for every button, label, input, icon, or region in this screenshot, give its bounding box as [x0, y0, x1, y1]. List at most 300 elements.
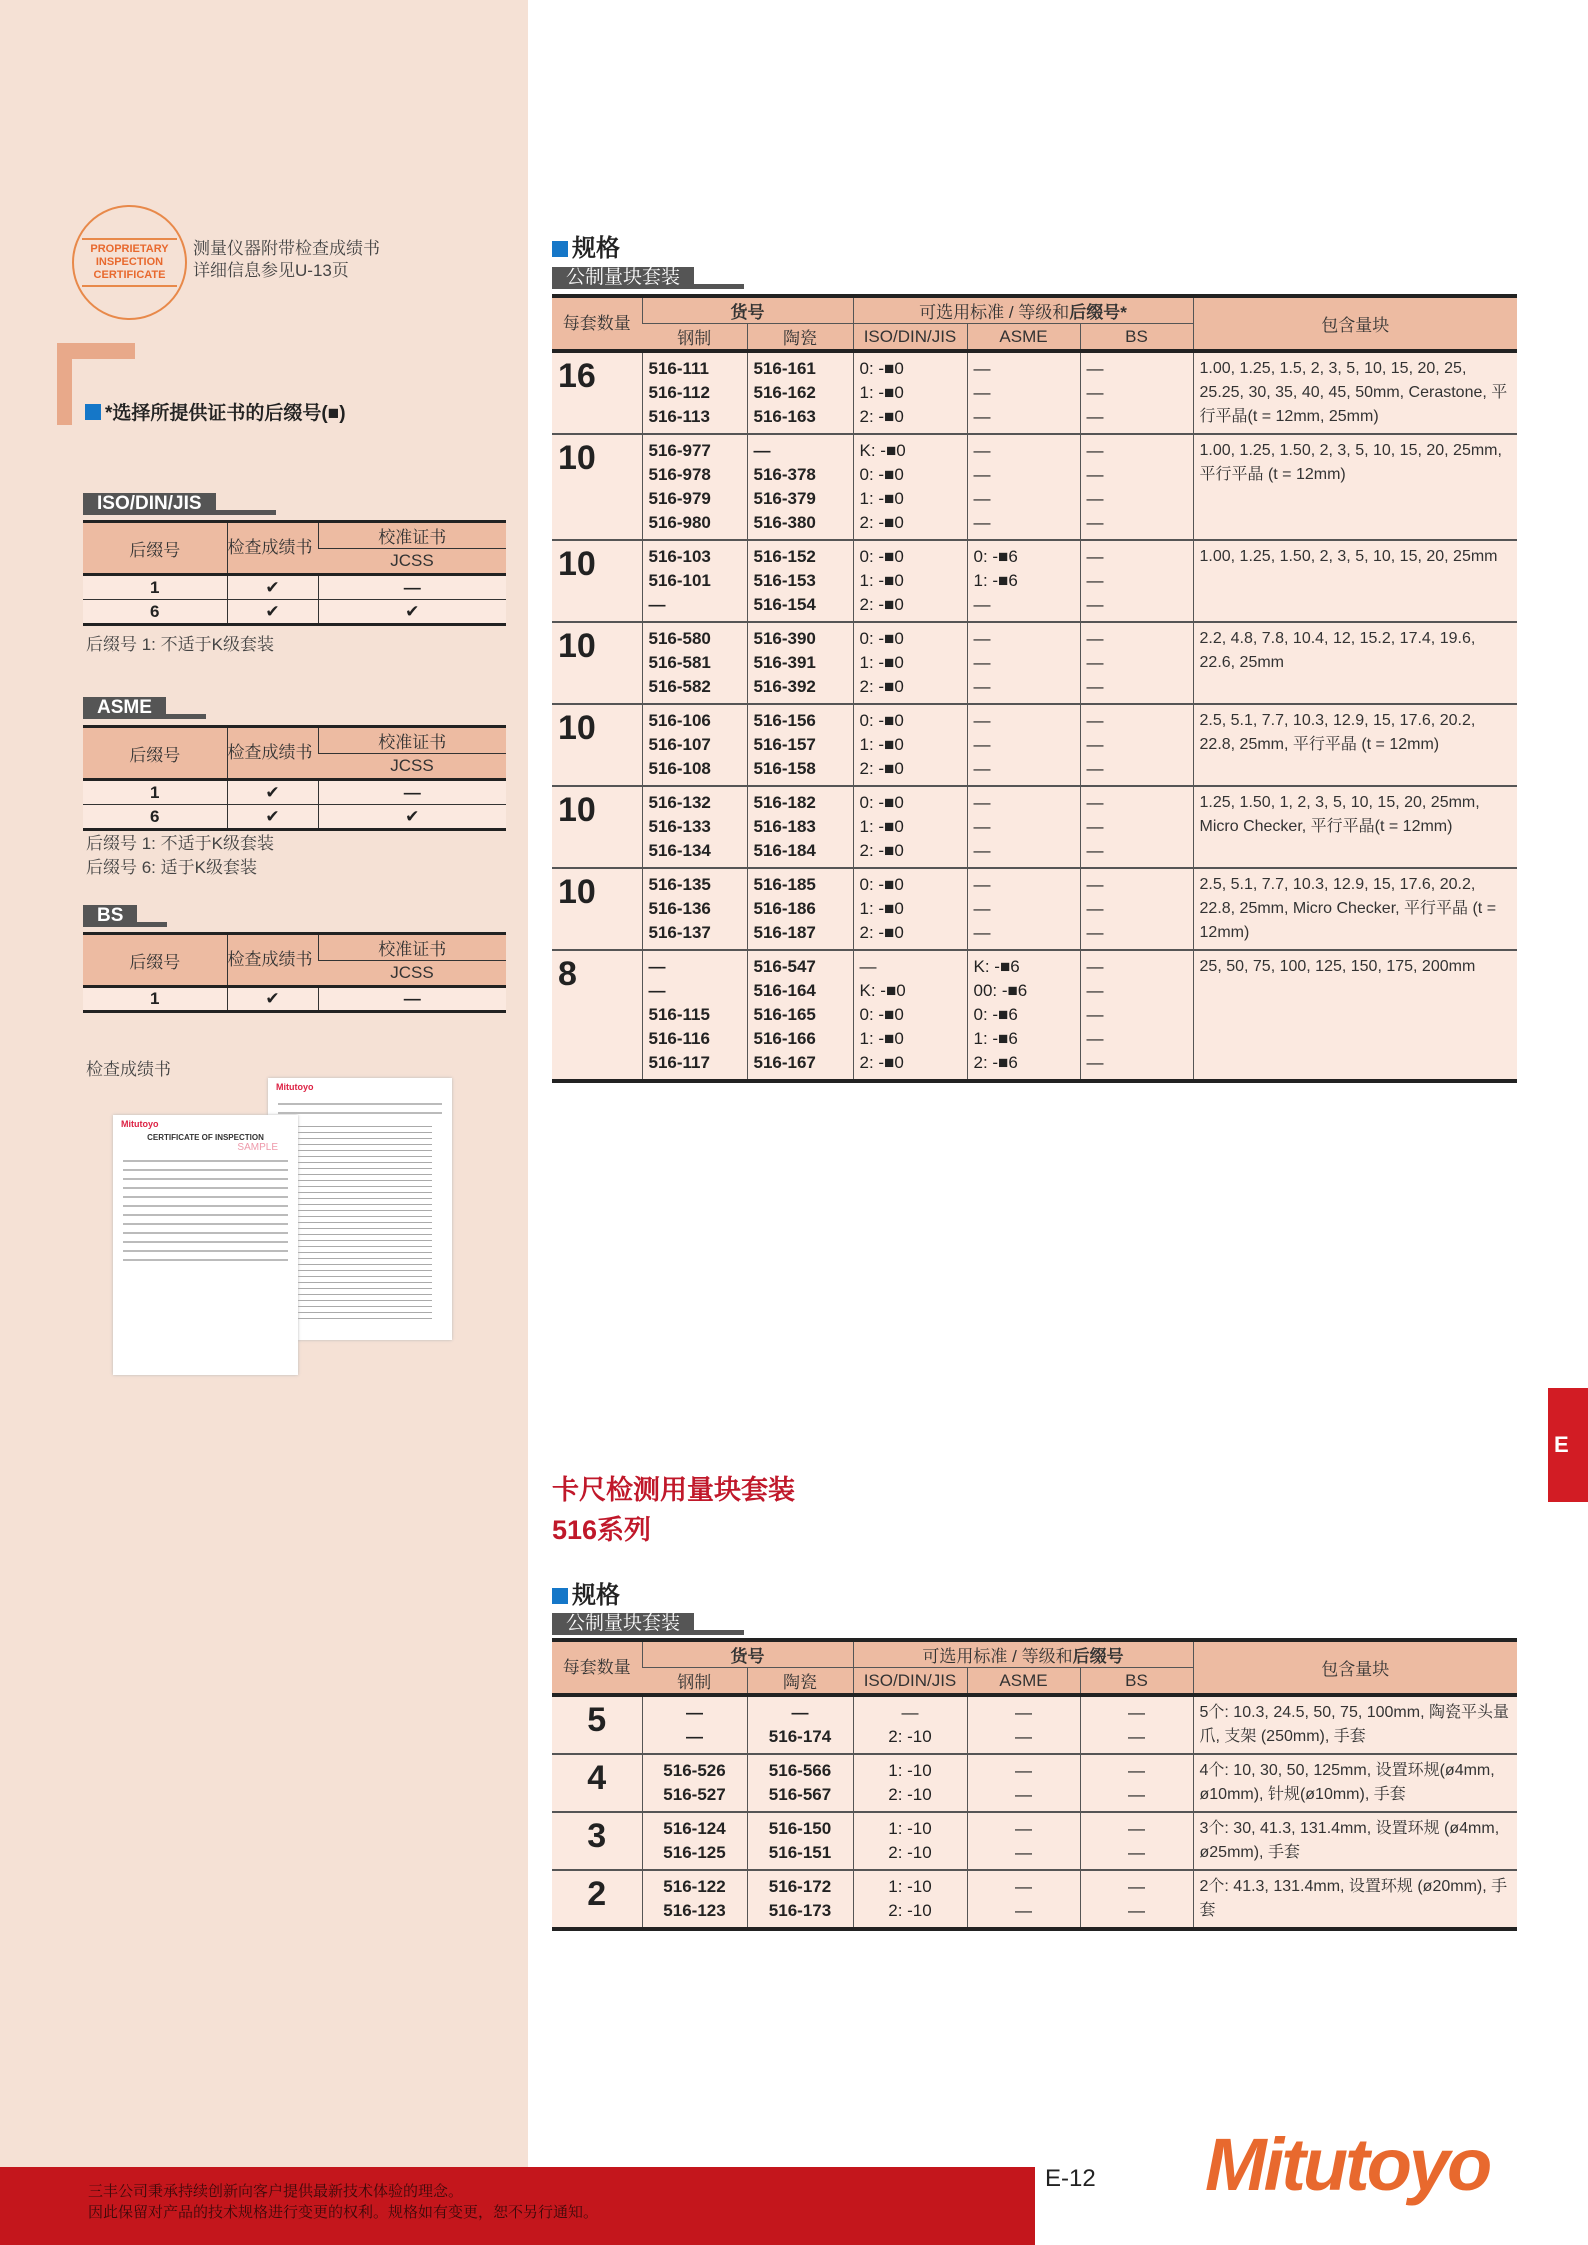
ceramic-value: 516-162 [753, 383, 816, 402]
ceramic-value: 516-166 [753, 1029, 816, 1048]
asme-cell [967, 704, 1080, 786]
asme-value: — [973, 899, 991, 918]
iso-cell [853, 1754, 967, 1812]
iso-value: 0: -■0 [859, 465, 904, 484]
jcss-mark: ✔ [318, 600, 506, 625]
bs-cell [1080, 622, 1193, 704]
bs-value: — [1128, 1843, 1145, 1862]
header-suffix: 后缀号 [83, 727, 227, 780]
asme-value: — [973, 677, 991, 696]
seal-text: PROPRIETARY [90, 243, 169, 255]
steel-cell [642, 1812, 747, 1870]
steel-value: 516-117 [648, 1053, 710, 1072]
iso-value: 2: -■0 [859, 841, 904, 860]
iso-cell [853, 1870, 967, 1929]
suffix-table-iso [83, 520, 506, 626]
asme-value: 1: -■6 [973, 571, 1018, 590]
bs-value: — [1086, 899, 1104, 918]
included-blocks: 2.5, 5.1, 7.7, 10.3, 12.9, 15, 17.6, 20.2, 22.8, 25mm, 平行平晶 (t = 12mm) [1193, 704, 1517, 786]
table-row [83, 805, 506, 830]
ceramic-value: 516-566 [768, 1761, 832, 1780]
set-quantity: 10 [552, 434, 642, 540]
header-calibration: 校准证书 [318, 522, 506, 549]
section-tag: 公制量块套装 [552, 267, 694, 289]
bs-cell [1080, 351, 1193, 434]
ceramic-cell [747, 622, 853, 704]
header-asme: ASME [967, 324, 1080, 352]
certificate-title: CERTIFICATE OF INSPECTION [147, 1133, 264, 1142]
ceramic-value: 516-173 [768, 1901, 832, 1920]
ceramic-value: 516-152 [753, 547, 816, 566]
header-suffix-text: 后缀号 [1072, 1647, 1124, 1666]
header-standard-text: 可选用标准 / 等级和 [922, 1647, 1073, 1666]
asme-value: 0: -■6 [973, 1005, 1018, 1024]
ceramic-value: 516-157 [753, 735, 816, 754]
iso-value: 1: -■0 [859, 489, 904, 508]
included-blocks: 2个: 41.3, 131.4mm, 设置环规 (ø20mm), 手套 [1193, 1870, 1517, 1929]
bs-value: — [1128, 1761, 1145, 1780]
set-quantity: 10 [552, 540, 642, 622]
iso-cell [853, 351, 967, 434]
iso-cell [853, 786, 967, 868]
bs-value: — [1086, 595, 1104, 614]
steel-value: 516-980 [648, 513, 711, 532]
header-iso: ISO/DIN/JIS [853, 1668, 967, 1696]
asme-cell [967, 351, 1080, 434]
suffix-note: 后缀号 1: 不适于K级套装 [86, 834, 274, 853]
iso-value: 1: -■0 [859, 571, 904, 590]
steel-cell [642, 950, 747, 1081]
bs-cell [1080, 434, 1193, 540]
steel-value: 516-116 [648, 1029, 710, 1048]
iso-value: 2: -■0 [859, 513, 904, 532]
header-jcss: JCSS [318, 549, 506, 575]
table-row [83, 600, 506, 625]
ceramic-cell [747, 786, 853, 868]
iso-value: 1: -■0 [859, 383, 904, 402]
suffix-value: 1 [83, 780, 227, 805]
seal-text: INSPECTION [95, 256, 164, 268]
page-number: E-12 [1045, 2165, 1096, 2192]
bs-value: — [1086, 957, 1104, 976]
ceramic-cell [747, 1870, 853, 1929]
steel-cell [642, 1695, 747, 1754]
suffix-table-bs [83, 932, 506, 1013]
table-row [552, 868, 1517, 950]
included-blocks: 1.00, 1.25, 1.50, 2, 3, 5, 10, 15, 20, 25mm [1193, 540, 1517, 622]
seal-caption-line: 测量仪器附带检查成绩书 [193, 239, 380, 258]
iso-value: K: -■0 [859, 981, 906, 1000]
asme-value: — [973, 441, 991, 460]
bs-value: — [1086, 923, 1104, 942]
bs-value: — [1086, 359, 1104, 378]
steel-value: 516-132 [648, 793, 711, 812]
ceramic-value: 516-187 [753, 923, 816, 942]
bs-value: — [1128, 1785, 1145, 1804]
steel-cell [642, 434, 747, 540]
iso-value: 2: -■0 [859, 595, 904, 614]
ceramic-cell [747, 540, 853, 622]
iso-value: — [901, 1703, 919, 1722]
iso-value: 1: -■0 [859, 653, 904, 672]
ceramic-cell [747, 868, 853, 950]
spec-heading [552, 228, 620, 263]
inspection-mark: ✔ [227, 780, 318, 805]
steel-value: 516-526 [663, 1761, 726, 1780]
ceramic-cell [747, 1812, 853, 1870]
included-blocks: 1.00, 1.25, 1.50, 2, 3, 5, 10, 15, 20, 25mm,平行平晶 (t = 12mm) [1193, 434, 1517, 540]
section-tag: 公制量块套装 [552, 1613, 694, 1635]
bs-value: — [1086, 711, 1104, 730]
asme-value: — [973, 629, 991, 648]
iso-cell [853, 704, 967, 786]
section-tab-e[interactable]: E [1548, 1388, 1588, 1502]
steel-value: 516-581 [648, 653, 711, 672]
bs-value: — [1128, 1877, 1145, 1896]
jcss-mark: — [318, 575, 506, 600]
set-quantity: 10 [552, 786, 642, 868]
spec-table-metric-gauge-blocks [552, 294, 1517, 1083]
bs-cell [1080, 1695, 1193, 1754]
asme-value: — [973, 653, 991, 672]
iso-value: 2: -■0 [859, 407, 904, 426]
steel-cell [642, 540, 747, 622]
asme-value: — [1015, 1901, 1032, 1920]
ceramic-cell [747, 434, 853, 540]
header-calibration: 校准证书 [318, 934, 506, 961]
ceramic-cell [747, 1754, 853, 1812]
jcss-mark: ✔ [318, 805, 506, 830]
iso-value: 2: -■0 [859, 923, 904, 942]
inspection-mark: ✔ [227, 575, 318, 600]
asme-value: 00: -■6 [973, 981, 1028, 1000]
ceramic-value: 516-185 [753, 875, 816, 894]
steel-value: 516-101 [648, 571, 711, 590]
header-inspection: 检查成绩书 [227, 522, 318, 575]
certificate-label: 检查成绩书 [86, 1060, 171, 1079]
certificate-brand: Mitutoyo [121, 1119, 159, 1129]
certificate-sample-page-1 [113, 1115, 298, 1375]
bs-cell [1080, 950, 1193, 1081]
iso-value: 0: -■0 [859, 547, 904, 566]
ceramic-value: 516-165 [753, 1005, 816, 1024]
header-suffix: 后缀号 [83, 934, 227, 987]
bs-value: — [1128, 1819, 1145, 1838]
steel-value: 516-115 [648, 1005, 710, 1024]
set-quantity: 10 [552, 622, 642, 704]
ceramic-value: 516-167 [753, 1053, 816, 1072]
ceramic-value: 516-151 [768, 1843, 832, 1862]
bs-cell [1080, 1812, 1193, 1870]
steel-value: 516-580 [648, 629, 711, 648]
seal-caption-line: 详细信息参见U-13页 [193, 261, 349, 280]
steel-value: 516-108 [648, 759, 711, 778]
bs-cell [1080, 1870, 1193, 1929]
header-steel: 钢制 [642, 324, 747, 352]
asme-value: — [973, 817, 991, 836]
bs-cell [1080, 1754, 1193, 1812]
steel-value: 516-978 [648, 465, 711, 484]
ceramic-value: 516-184 [753, 841, 816, 860]
iso-value: 1: -10 [888, 1761, 932, 1780]
ceramic-value: — [753, 441, 771, 460]
header-qty: 每套数量 [552, 296, 642, 351]
iso-value: 0: -■0 [859, 711, 904, 730]
suffix-value: 6 [83, 805, 227, 830]
jcss-mark: — [318, 780, 506, 805]
table-row [552, 1754, 1517, 1812]
steel-value: 516-107 [648, 735, 711, 754]
bs-value: — [1086, 735, 1104, 754]
bs-value: — [1086, 489, 1104, 508]
bs-value: — [1086, 571, 1104, 590]
inspection-certificate-seal [72, 205, 187, 320]
ceramic-value: 516-172 [768, 1877, 832, 1896]
table-row [552, 950, 1517, 1081]
asme-cell [967, 950, 1080, 1081]
iso-cell [853, 1695, 967, 1754]
asme-cell [967, 622, 1080, 704]
iso-value: 2: -10 [888, 1843, 932, 1862]
asme-value: — [1015, 1877, 1032, 1896]
asme-value: — [973, 513, 991, 532]
asme-value: — [1015, 1843, 1032, 1862]
iso-value: 0: -■0 [859, 793, 904, 812]
ceramic-value: 516-391 [753, 653, 816, 672]
asme-value: — [973, 359, 991, 378]
iso-value: 2: -10 [888, 1785, 932, 1804]
spec-table-caliper-check-sets [552, 1638, 1517, 1931]
steel-value: — [648, 957, 666, 976]
asme-value: — [973, 875, 991, 894]
asme-value: — [1015, 1727, 1032, 1746]
ceramic-value: 516-154 [753, 595, 816, 614]
iso-value: 0: -■0 [859, 359, 904, 378]
header-order-no: 货号 [642, 296, 853, 324]
ceramic-cell [747, 704, 853, 786]
steel-value: 516-123 [663, 1901, 726, 1920]
asme-cell [967, 1812, 1080, 1870]
set-quantity: 5 [552, 1695, 642, 1754]
bs-value: — [1086, 465, 1104, 484]
table-row [552, 351, 1517, 434]
iso-value: 1: -■0 [859, 899, 904, 918]
ceramic-value: 516-186 [753, 899, 816, 918]
product-title-text: 卡尺检测用量块套装 [552, 1475, 795, 1505]
iso-value: 2: -■0 [859, 677, 904, 696]
steel-value: 516-125 [663, 1843, 726, 1862]
inspection-mark: ✔ [227, 987, 318, 1012]
spec-heading-text: 规格 [572, 1582, 620, 1609]
steel-value: 516-122 [663, 1877, 726, 1896]
ceramic-value: 516-150 [768, 1819, 832, 1838]
bs-value: — [1086, 1029, 1104, 1048]
header-inspection: 检查成绩书 [227, 934, 318, 987]
asme-value: — [1015, 1819, 1032, 1838]
header-standard-text: 可选用标准 / 等级和 [919, 303, 1070, 322]
table-row [552, 1695, 1517, 1754]
bs-cell [1080, 868, 1193, 950]
asme-value: 0: -■6 [973, 547, 1018, 566]
steel-value: 516-977 [648, 441, 711, 460]
bs-cell [1080, 540, 1193, 622]
steel-value: — [686, 1703, 703, 1722]
ceramic-value: 516-378 [753, 465, 816, 484]
iso-cell [853, 540, 967, 622]
bs-value: — [1086, 981, 1104, 1000]
steel-value: 516-133 [648, 817, 711, 836]
header-blocks: 包含量块 [1193, 296, 1517, 351]
ceramic-value: 516-380 [753, 513, 816, 532]
steel-value: 516-136 [648, 899, 711, 918]
iso-value: 2: -■0 [859, 759, 904, 778]
bs-value: — [1086, 383, 1104, 402]
bs-value: — [1086, 875, 1104, 894]
table-row [552, 622, 1517, 704]
steel-cell [642, 868, 747, 950]
iso-value: 2: -10 [888, 1727, 932, 1746]
ceramic-value: 516-153 [753, 571, 816, 590]
suffix-heading [85, 398, 346, 425]
header-inspection: 检查成绩书 [227, 727, 318, 780]
included-blocks: 5个: 10.3, 24.5, 50, 75, 100mm, 陶瓷平头量爪, 支架 (250mm), 手套 [1193, 1695, 1517, 1754]
iso-value: — [859, 957, 877, 976]
ceramic-value: 516-163 [753, 407, 816, 426]
iso-value: 0: -■0 [859, 629, 904, 648]
set-quantity: 8 [552, 950, 642, 1081]
header-standard [853, 296, 1193, 324]
steel-cell [642, 786, 747, 868]
bs-value: — [1086, 441, 1104, 460]
steel-value: 516-111 [648, 359, 710, 378]
bs-value: — [1086, 513, 1104, 532]
blue-square-icon [552, 1588, 568, 1604]
steel-cell [642, 1754, 747, 1812]
header-order-no: 货号 [642, 1640, 853, 1668]
header-standard [853, 1640, 1193, 1668]
table-row [552, 704, 1517, 786]
iso-value: 2: -10 [888, 1901, 932, 1920]
ceramic-value: 516-567 [768, 1785, 832, 1804]
asme-value: — [1015, 1703, 1032, 1722]
set-quantity: 3 [552, 1812, 642, 1870]
included-blocks: 1.00, 1.25, 1.5, 2, 3, 5, 10, 15, 20, 25, 25.25, 30, 35, 40, 45, 50mm, Cerastone, 平行平晶(t = 12mm, 25mm) [1193, 351, 1517, 434]
header-jcss: JCSS [318, 754, 506, 780]
included-blocks: 2.5, 5.1, 7.7, 10.3, 12.9, 15, 17.6, 20.2, 22.8, 25mm, Micro Checker, 平行平晶 (t = 12mm) [1193, 868, 1517, 950]
iso-value: 0: -■0 [859, 1005, 904, 1024]
steel-cell [642, 351, 747, 434]
suffix-value: 1 [83, 575, 227, 600]
asme-value: — [973, 735, 991, 754]
asme-value: — [973, 465, 991, 484]
asme-value: 1: -■6 [973, 1029, 1018, 1048]
table-row [552, 1870, 1517, 1929]
bs-value: — [1086, 629, 1104, 648]
bs-value: — [1086, 759, 1104, 778]
footer-disclaimer [0, 2167, 1035, 2245]
ceramic-value: 516-161 [753, 359, 816, 378]
asme-value: — [973, 759, 991, 778]
steel-value: 516-113 [648, 407, 710, 426]
set-quantity: 4 [552, 1754, 642, 1812]
asme-value: — [973, 489, 991, 508]
steel-value: 516-137 [648, 923, 711, 942]
ceramic-value: 516-182 [753, 793, 816, 812]
steel-value: 516-134 [648, 841, 711, 860]
iso-cell [853, 622, 967, 704]
set-quantity: 10 [552, 704, 642, 786]
blue-square-icon [552, 241, 568, 257]
header-bs: BS [1080, 1668, 1193, 1696]
steel-value: 516-106 [648, 711, 711, 730]
steel-value: 516-135 [648, 875, 711, 894]
asme-value: — [973, 407, 991, 426]
bs-value: — [1086, 1053, 1104, 1072]
steel-value: 516-979 [648, 489, 711, 508]
header-iso: ISO/DIN/JIS [853, 324, 967, 352]
ceramic-cell [747, 1695, 853, 1754]
product-title [552, 1470, 795, 1550]
ceramic-value: 516-156 [753, 711, 816, 730]
bs-value: — [1086, 547, 1104, 566]
header-suffix: 后缀号 [83, 522, 227, 575]
table-row [83, 780, 506, 805]
included-blocks: 3个: 30, 41.3, 131.4mm, 设置环规 (ø4mm, ø25mm), 手套 [1193, 1812, 1517, 1870]
iso-cell [853, 1812, 967, 1870]
table-row [83, 987, 506, 1012]
header-jcss: JCSS [318, 961, 506, 987]
header-calibration: 校准证书 [318, 727, 506, 754]
set-quantity: 10 [552, 868, 642, 950]
steel-value: — [648, 595, 666, 614]
iso-cell [853, 434, 967, 540]
suffix-note: 后缀号 6: 适于K级套装 [86, 858, 257, 877]
asme-value: — [973, 923, 991, 942]
included-blocks: 25, 50, 75, 100, 125, 150, 175, 200mm [1193, 950, 1517, 1081]
jcss-mark: — [318, 987, 506, 1012]
included-blocks: 4个: 10, 30, 50, 125mm, 设置环规(ø4mm, ø10mm), 针规(ø10mm), 手套 [1193, 1754, 1517, 1812]
bs-value: — [1128, 1727, 1145, 1746]
asme-value: — [973, 711, 991, 730]
steel-value: 516-582 [648, 677, 711, 696]
suffix-note: 后缀号 1: 不适于K级套装 [86, 635, 274, 654]
ceramic-value: 516-158 [753, 759, 816, 778]
iso-value: 1: -■0 [859, 817, 904, 836]
asme-value: — [973, 793, 991, 812]
asme-value: K: -■6 [973, 957, 1020, 976]
bs-value: — [1086, 1005, 1104, 1024]
seal-caption [193, 238, 380, 282]
asme-cell [967, 540, 1080, 622]
bs-value: — [1086, 817, 1104, 836]
bs-value: — [1086, 407, 1104, 426]
ceramic-cell [747, 351, 853, 434]
header-blocks: 包含量块 [1193, 1640, 1517, 1695]
iso-value: 1: -■0 [859, 1029, 904, 1048]
inspection-mark: ✔ [227, 600, 318, 625]
set-quantity: 16 [552, 351, 642, 434]
steel-cell [642, 622, 747, 704]
bs-value: — [1128, 1703, 1145, 1722]
header-ceramic: 陶瓷 [747, 1668, 853, 1696]
asme-value: — [1015, 1761, 1032, 1780]
ceramic-value: 516-390 [753, 629, 816, 648]
steel-value: 516-124 [663, 1819, 726, 1838]
standard-tag: BS [83, 905, 137, 927]
standard-tag: ISO/DIN/JIS [83, 493, 216, 515]
suffix-value: 1 [83, 987, 227, 1012]
asme-value: — [973, 841, 991, 860]
